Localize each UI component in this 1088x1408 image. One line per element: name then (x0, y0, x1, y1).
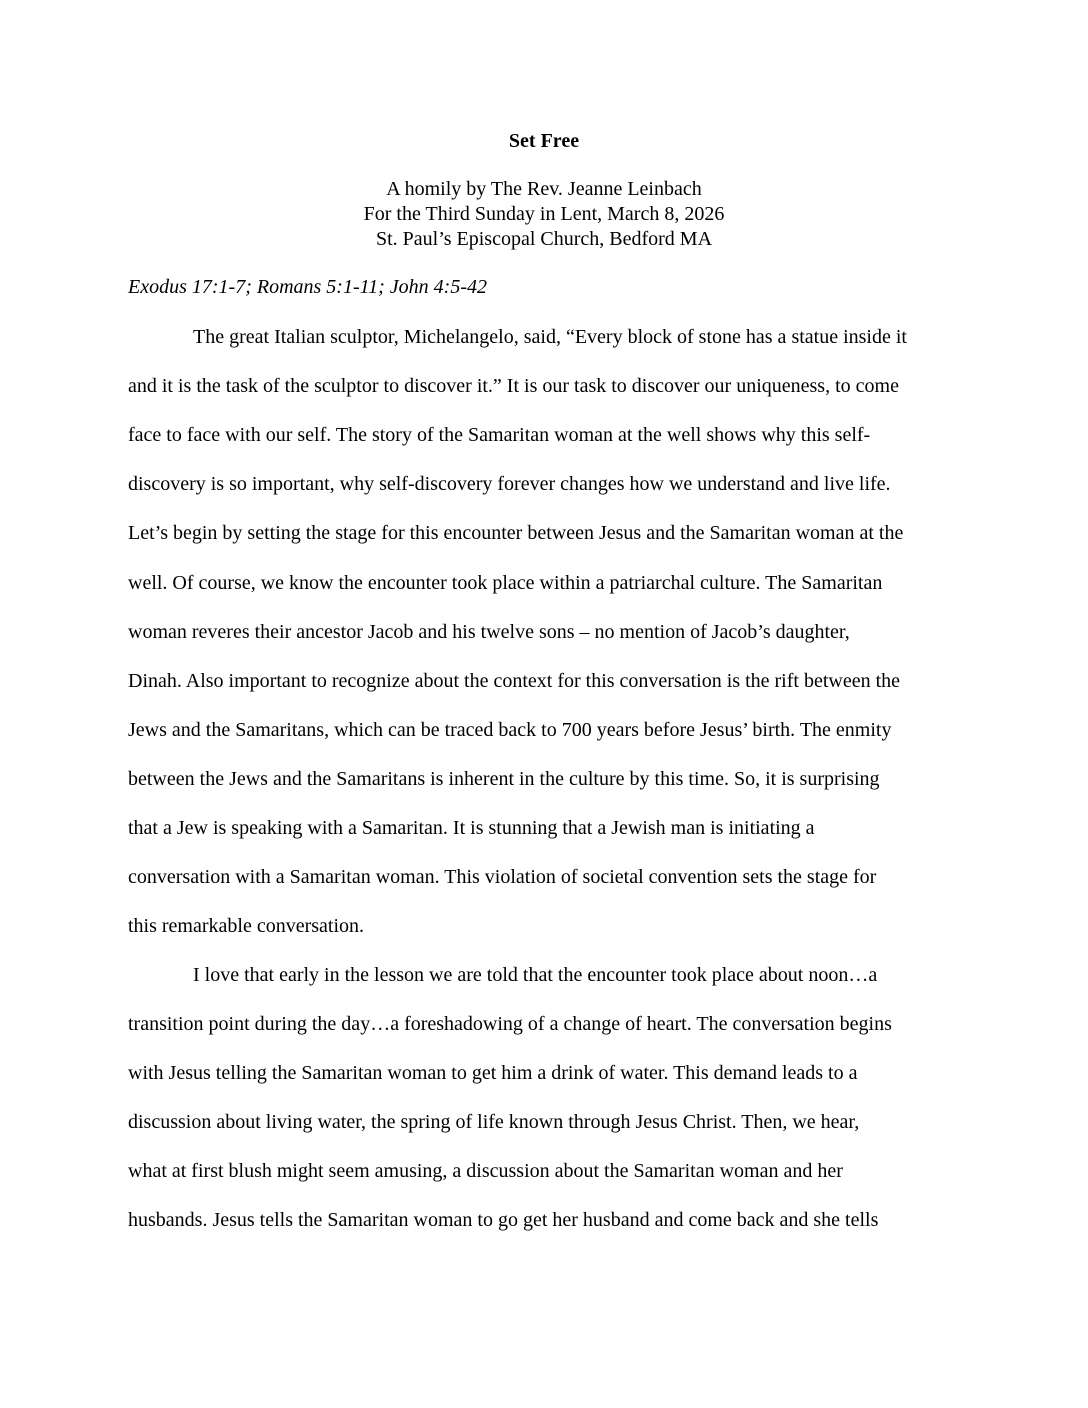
document-title: Set Free (508, 130, 580, 152)
body-line: face to face with our self. The story of the Samaritan woman at the well shows why this self- (128, 424, 871, 446)
body-line: this remarkable conversation. (128, 915, 365, 937)
body-line: discussion about living water, the spring of life known through Jesus Christ. Then, we hear, (128, 1111, 860, 1133)
scripture-references: Exodus 17:1-7; Romans 5:1-11; John 4:5-42 (128, 276, 487, 298)
subtitle-author-line: A homily by The Rev. Jeanne Leinbach (386, 178, 702, 200)
document-subtitle (0, 177, 1088, 252)
body-line: between the Jews and the Samaritans is inherent in the culture by this time. So, it is surprising (128, 768, 880, 790)
body-line: with Jesus telling the Samaritan woman to get him a drink of water. This demand leads to a (128, 1062, 858, 1084)
body-line: discovery is so important, why self-discovery forever changes how we understand and live life. (128, 473, 891, 495)
subtitle-church-line: St. Paul’s Episcopal Church, Bedford MA (375, 228, 713, 250)
body-line: Dinah. Also important to recognize about the context for this conversation is the rift between the (128, 670, 901, 692)
body-line: that a Jew is speaking with a Samaritan. It is stunning that a Jewish man is initiating a (128, 817, 815, 839)
body-line: Let’s begin by setting the stage for this encounter between Jesus and the Samaritan woman at the (128, 522, 904, 544)
body-line: The great Italian sculptor, Michelangelo, said, “Every block of stone has a statue inside it (193, 326, 907, 348)
body-line: I love that early in the lesson we are told that the encounter took place about noon…a (193, 964, 878, 986)
body-line: transition point during the day…a foreshadowing of a change of heart. The conversation begins (128, 1013, 892, 1035)
body-line: and it is the task of the sculptor to discover it.” It is our task to discover our uniqueness, to come (128, 375, 899, 397)
body-line: what at first blush might seem amusing, a discussion about the Samaritan woman and her (128, 1160, 843, 1182)
body-line: woman reveres their ancestor Jacob and his twelve sons – no mention of Jacob’s daughter, (128, 621, 850, 643)
subtitle-occasion-line: For the Third Sunday in Lent, March 8, 2026 (363, 203, 725, 225)
body-line: Jews and the Samaritans, which can be traced back to 700 years before Jesus’ birth. The enmity (128, 719, 892, 741)
body-line: conversation with a Samaritan woman. This violation of societal convention sets the stage for (128, 866, 877, 888)
body-line: well. Of course, we know the encounter took place within a patriarchal culture. The Samaritan (128, 572, 883, 594)
body-line: husbands. Jesus tells the Samaritan woman to go get her husband and come back and she tells (128, 1209, 879, 1231)
